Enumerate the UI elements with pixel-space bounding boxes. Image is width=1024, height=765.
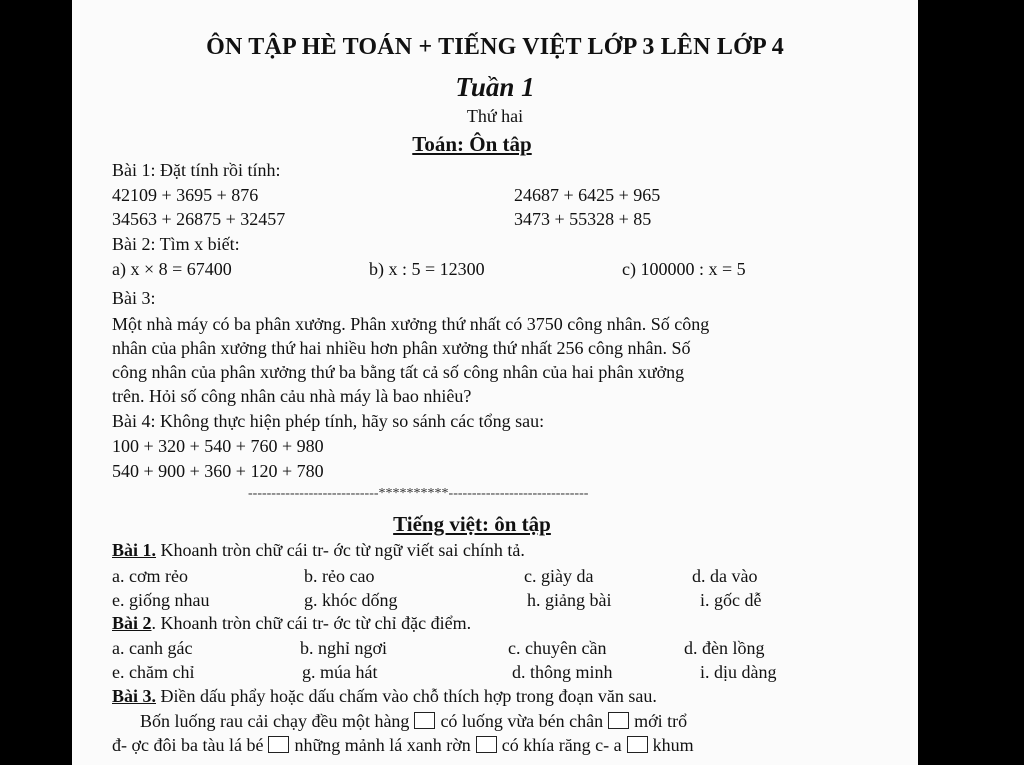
passage-text: đ- ợc đôi ba tàu lá bé [112, 735, 264, 755]
viet-exercise-3-label: Bài 3. [112, 686, 157, 706]
math-exercise-4-item: 540 + 900 + 360 + 120 + 780 [112, 461, 324, 481]
viet-exercise-1-option: d. da vào [692, 566, 758, 586]
vietnamese-heading: Tiếng việt: ôn tập [393, 512, 551, 536]
viet-exercise-1-option: e. giống nhau [112, 590, 210, 610]
viet-exercise-1-instruction [112, 539, 525, 561]
answer-box[interactable] [608, 712, 629, 729]
passage-text: có khía răng c- a [501, 735, 622, 755]
answer-box[interactable] [627, 736, 648, 753]
viet-exercise-1-option: b. rẻo cao [304, 566, 375, 586]
math-exercise-4-label: Bài 4: Không thực hiện phép tính, hãy so sánh các tổng sau: [112, 411, 545, 431]
viet-exercise-2-text: . Khoanh tròn chữ cái tr- ớc từ chỉ đặc điểm. [151, 613, 472, 633]
math-exercise-1-label: Bài 1: Đặt tính rồi tính: [112, 160, 281, 180]
math-exercise-3-line: Một nhà máy có ba phân xưởng. Phân xưởng thứ nhất có 3750 công nhân. Số công [112, 314, 710, 334]
viet-exercise-1-option: c. giày da [524, 566, 594, 586]
left-black-border [0, 0, 72, 765]
viet-exercise-2-option: c. chuyên cần [508, 638, 607, 658]
viet-exercise-1-option: h. giảng bài [527, 590, 612, 610]
viet-exercise-1-option: a. cơm rẻo [112, 566, 188, 586]
right-black-border [918, 0, 1024, 765]
week-heading: Tuần 1 [455, 72, 535, 102]
math-exercise-1-item: 42109 + 3695 + 876 [112, 185, 259, 205]
math-exercise-3-line: trên. Hỏi số công nhân cảu nhà máy là bao nhiêu? [112, 386, 472, 406]
viet-exercise-1-option: i. gốc dễ [700, 590, 762, 610]
viet-exercise-2-option: d. đèn lồng [684, 638, 765, 658]
viet-exercise-3-paragraph-line [112, 734, 694, 756]
math-exercise-3-line: công nhân của phân xưởng thứ ba bằng tất cả số công nhân của hai phân xưởng [112, 362, 685, 382]
passage-text: những mảnh lá xanh rờn [294, 735, 471, 755]
math-exercise-1-item: 24687 + 6425 + 965 [514, 185, 661, 205]
math-exercise-1-item: 3473 + 55328 + 85 [514, 209, 652, 229]
viet-exercise-2-option: e. chăm chỉ [112, 662, 195, 682]
passage-text: có luống vừa bén chân [440, 711, 604, 731]
passage-text: mới trổ [634, 711, 688, 731]
section-divider: ----------------------------**********------------------------------ [248, 486, 589, 501]
answer-box[interactable] [476, 736, 497, 753]
math-exercise-3-label: Bài 3: [112, 288, 156, 308]
viet-exercise-3-text: Điền dấu phẩy hoặc dấu chấm vào chỗ thích hợp trong đoạn văn sau. [156, 686, 657, 706]
viet-exercise-1-text: Khoanh tròn chữ cái tr- ớc từ ngữ viết sai chính tả. [156, 540, 525, 560]
math-exercise-1-item: 34563 + 26875 + 32457 [112, 209, 286, 229]
day-label: Thứ hai [466, 106, 524, 126]
math-exercise-3-line: nhân của phân xưởng thứ hai nhiều hơn phân xưởng thứ nhất 256 công nhân. Số [112, 338, 691, 358]
passage-text: khum [652, 735, 694, 755]
math-heading: Toán: Ôn tâp [412, 132, 532, 156]
math-exercise-2-item: a) x × 8 = 67400 [112, 259, 232, 279]
viet-exercise-2-instruction [112, 612, 471, 634]
passage-text: Bốn luống rau cải chạy đều một hàng [140, 711, 410, 731]
worksheet-page [72, 0, 918, 765]
viet-exercise-1-option: g. khóc dống [304, 590, 398, 610]
viet-exercise-2-label: Bài 2 [112, 613, 152, 633]
viet-exercise-2-option: g. múa hát [302, 662, 378, 682]
viet-exercise-2-option: b. nghỉ ngơi [300, 638, 388, 658]
viet-exercise-2-option: i. dịu dàng [700, 662, 777, 682]
page-title: ÔN TẬP HÈ TOÁN + TIẾNG VIỆT LỚP 3 LÊN LỚP 4 [206, 34, 784, 60]
viet-exercise-2-option: a. canh gác [112, 638, 193, 658]
math-exercise-4-item: 100 + 320 + 540 + 760 + 980 [112, 436, 324, 456]
answer-box[interactable] [268, 736, 289, 753]
answer-box[interactable] [414, 712, 435, 729]
math-exercise-2-label: Bài 2: Tìm x biết: [112, 234, 240, 254]
viet-exercise-3-paragraph-line [140, 710, 687, 732]
math-exercise-2-item: b) x : 5 = 12300 [369, 259, 485, 279]
viet-exercise-3-instruction [112, 685, 657, 707]
viet-exercise-1-label: Bài 1. [112, 540, 157, 560]
math-exercise-2-item: c) 100000 : x = 5 [622, 259, 746, 279]
viet-exercise-2-option: d. thông minh [512, 662, 613, 682]
